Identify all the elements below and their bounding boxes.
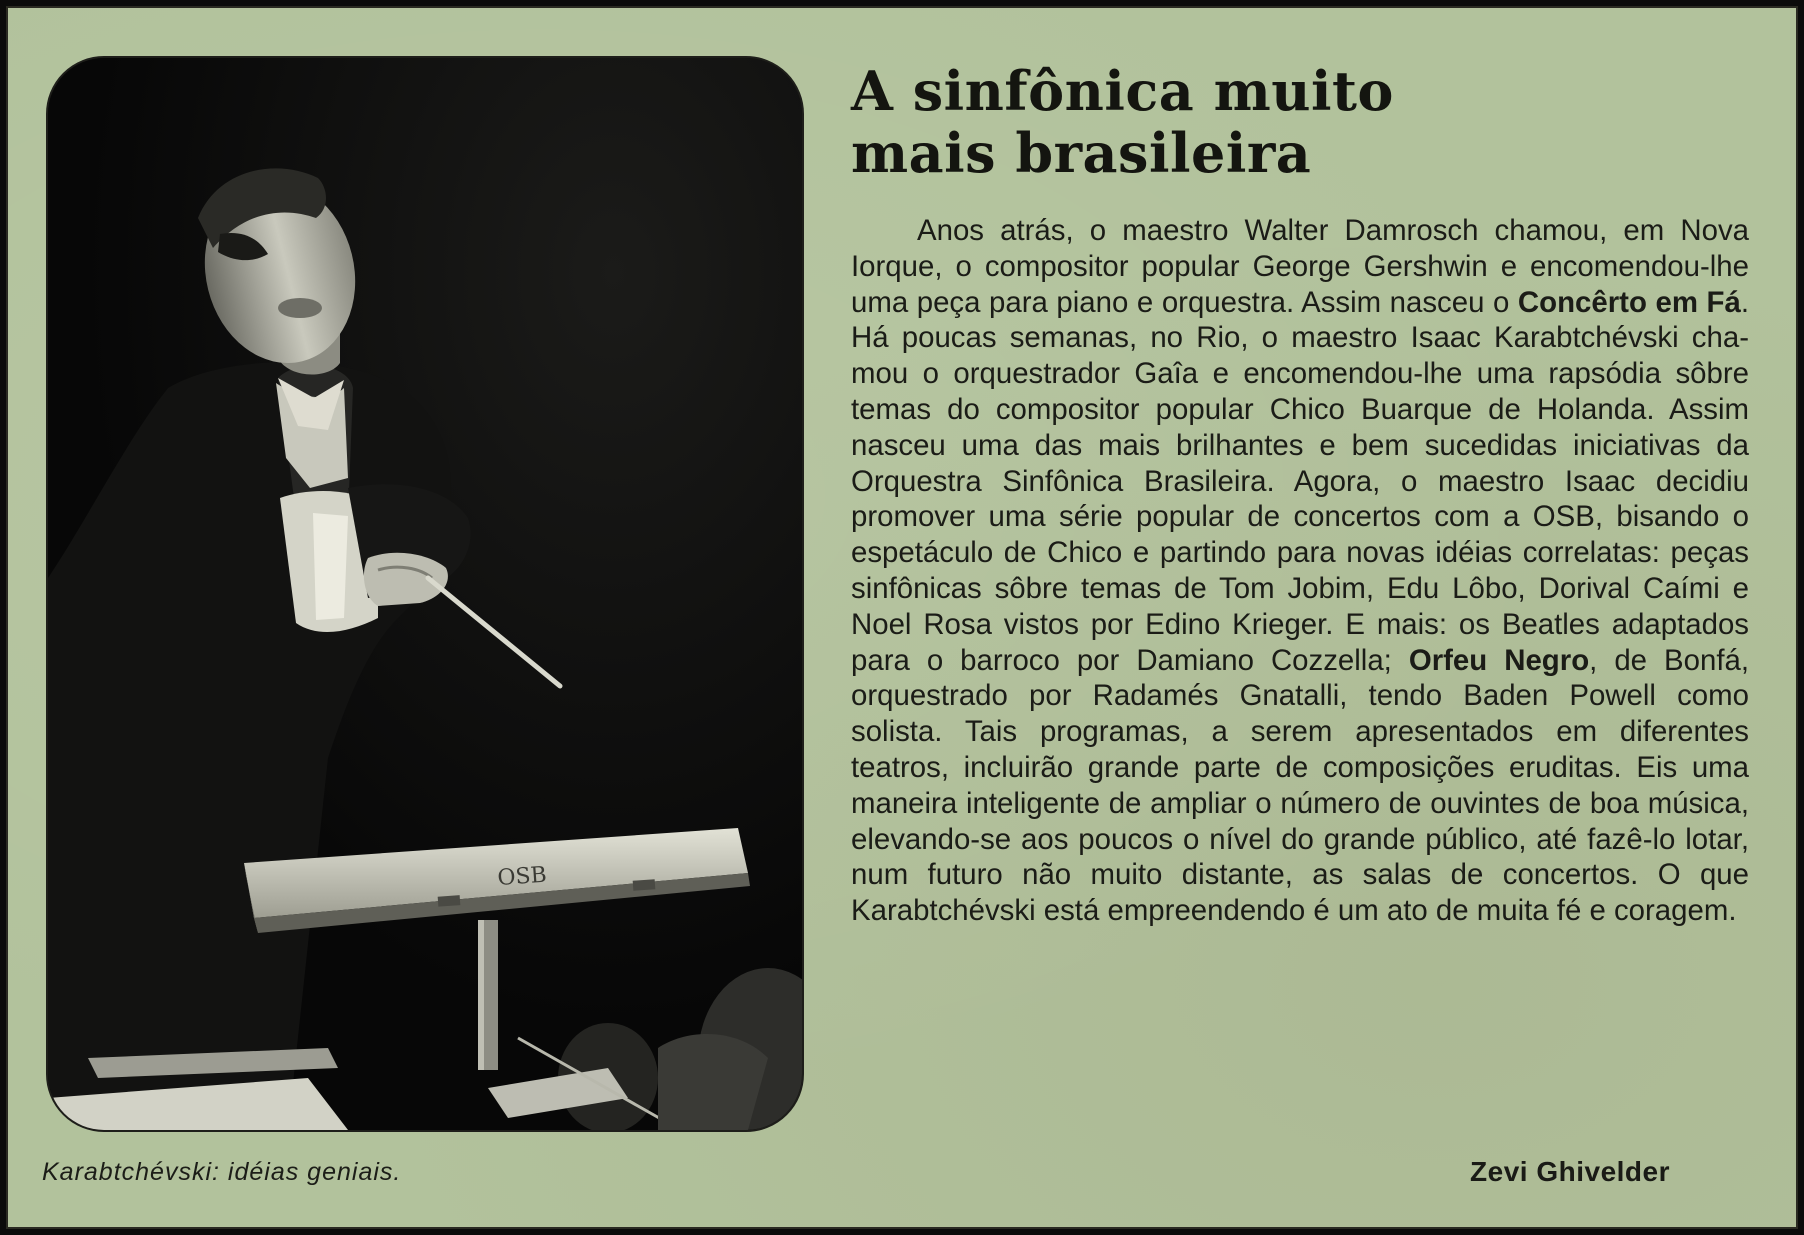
body-text-2: . Há poucas semanas, no Rio, o maestro Isaac Karabtchévski chamou o orquestrador Gaîa e encomendou-lhe uma rapsódia sôbre temas do compositor popular Chico Buarque de Holanda. Assim nasceu uma das mais brilhantes e bem sucedidas iniciativas da Orquestra Sinfônica Brasileira. Agora, o maestro Isaac decidiu promover uma série popular de concertos com a OSB, bisando o espetáculo de Chico e partindo para novas idéias correlatas: peças sinfônicas sôbre temas de Tom Jobim, Edu Lôbo, Dorival Caími e Noel Rosa vistos por Edino Krieger. E mais: os Beatles adaptados para o barroco por Damiano Cozzella; (851, 285, 1750, 677)
body-bold-title-1: Concêrto em Fá (1517, 285, 1741, 319)
body-text-1: Anos atrás, o maestro Walter Damrosch chamou, em Nova Iorque, o compositor popular George Gershwin e encomendou-lhe uma peça para piano e orquestra. Assim nasceu o (851, 214, 1749, 319)
author-byline: Zevi Ghivelder (1470, 1156, 1670, 1187)
headline-line-1: A sinfônica muito (851, 59, 1394, 123)
photo-caption: Karabtchévski: idéias geniais. (42, 1158, 402, 1186)
body-bold-title-2: Orfeu Negro (1408, 643, 1590, 677)
conductor-photo-image (48, 58, 802, 1130)
stand-label: OSB (496, 862, 548, 891)
article-body (851, 213, 1749, 929)
newspaper-clipping (6, 6, 1798, 1229)
headline (851, 60, 1751, 184)
conductor-photo (46, 56, 804, 1132)
headline-line-2: mais brasileira (851, 121, 1312, 185)
body-text-3: , de Bonfá, orquestrado por Radamés Gnatalli, tendo Baden Powell como solista. Tais programas, a serem apresentados em diferentes teatros, incluirão grande parte de composições eruditas. Eis uma maneira inteligente de ampliar o número de ouvintes de boa música, elevando-se aos poucos o nível do grande público, até fazê-lo lotar, num futuro não muito distante, as salas de concertos. O que Karabtchévski está empreendendo é um ato de muita fé e coragem. (851, 643, 1749, 928)
